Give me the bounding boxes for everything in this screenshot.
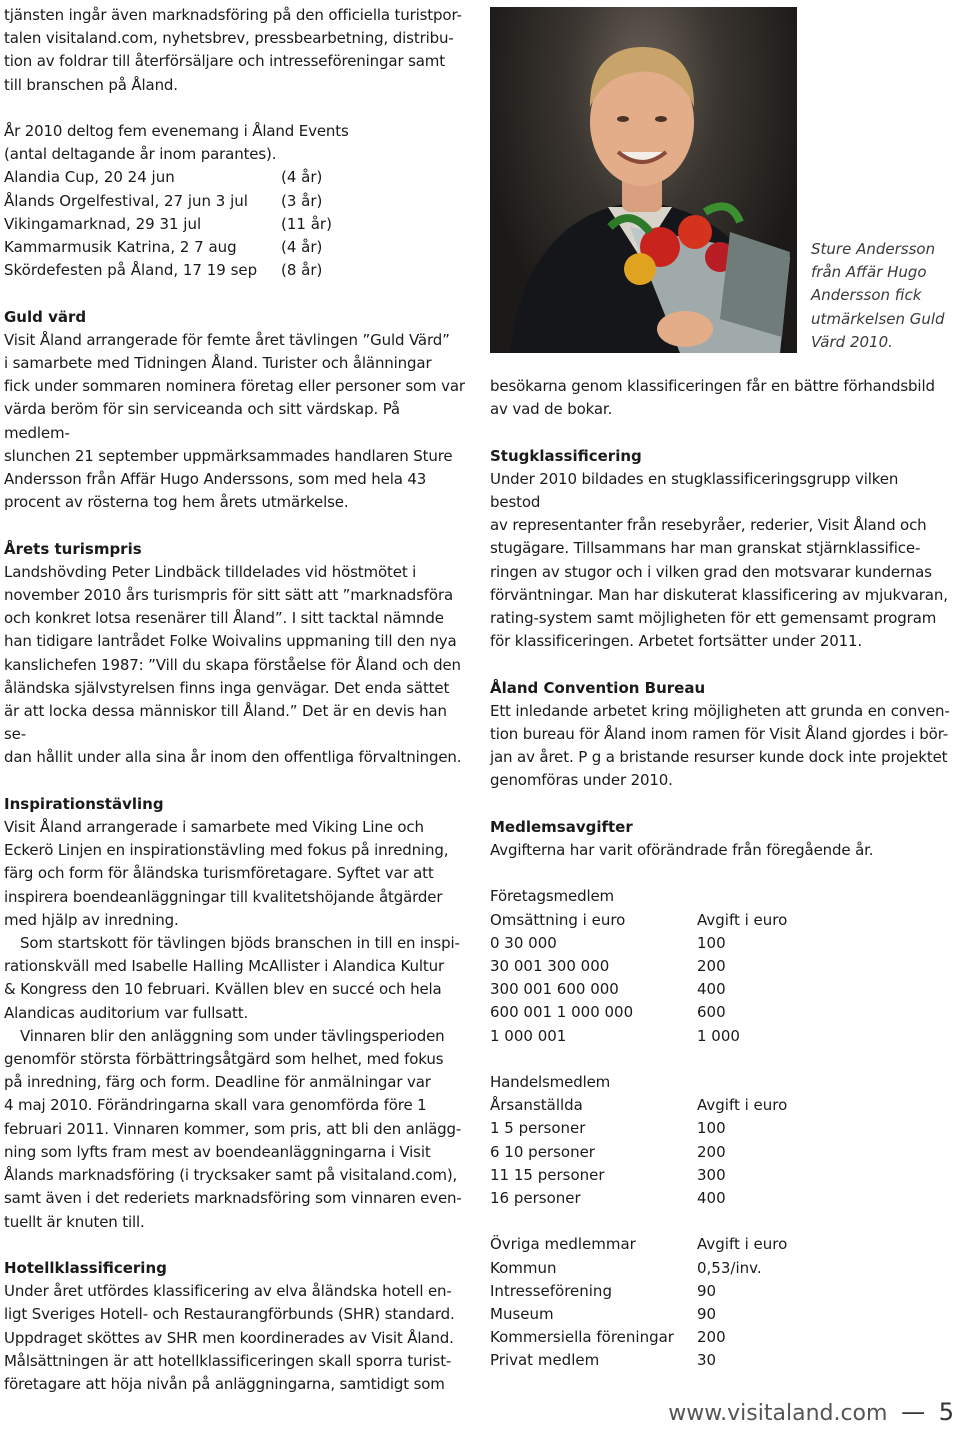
text-line: november 2010 års turismpris för sitt sätt att ”marknadsföra	[4, 586, 454, 605]
text-line: tuellt är knuten till.	[4, 1212, 145, 1231]
text-line: Eckerö Linjen en inspirationstävling med fokus på inredning,	[4, 841, 449, 860]
table-header	[490, 1094, 950, 1117]
text-line: i samarbete med Tidningen Åland. Turister och ålänningar	[4, 354, 432, 373]
portrait-photo	[490, 7, 797, 353]
medlemsavgifter-intro: Avgifterna har varit oförändrade från föregående år.	[490, 841, 874, 860]
medlemsavgifter-heading: Medlemsavgifter	[490, 817, 633, 836]
column-header: Avgift i euro	[697, 1096, 788, 1115]
column-header: Årsanställda	[490, 1096, 583, 1115]
text-line: jan av året. P g a bristande resurser kunde dock inte projektet	[490, 748, 948, 767]
table-row	[490, 1326, 950, 1349]
text-line: inspirera boendeanläggningar till kvalitetshöjande åtgärder	[4, 887, 443, 906]
event-name: Vikingamarknad, 29 31 jul	[4, 214, 202, 233]
guld-vard-paragraph	[4, 329, 466, 515]
event-row	[4, 213, 466, 236]
text-line: kanslichefen 1987: ”Vill du skapa förståelse för Åland och den	[4, 655, 461, 674]
text-line: med hjälp av inredning.	[4, 910, 179, 929]
text-line: och konkret lotsa resenärer till Åland”. I sitt tacktal nämnde	[4, 609, 444, 628]
table-title: Företagsmedlem	[490, 887, 615, 906]
text-line: Under året utfördes klassificering av elva åländska hotell en-	[4, 1282, 452, 1301]
text-line: åländska självstyrelsen finns inga genvägar. Det enda sättet	[4, 678, 450, 697]
table-cell: 1 000 001	[490, 1026, 567, 1045]
caption-line: utmärkelsen Guld	[811, 309, 945, 328]
table-row	[490, 1280, 950, 1303]
table-cell: 200	[697, 957, 726, 976]
text-line: förväntningar. Man har diskuterat klassificering av mjukvaran,	[490, 585, 948, 604]
event-row	[4, 259, 466, 282]
table-cell: 600	[697, 1003, 726, 1022]
text-line: talen visitaland.com, nyhetsbrev, pressbearbetning, distribu-	[4, 29, 454, 48]
table-header	[490, 909, 950, 932]
table-cell: 30	[697, 1351, 717, 1370]
inspiration-paragraph-3	[4, 1025, 466, 1234]
page-number: 5	[938, 1398, 954, 1426]
table-row	[490, 1257, 950, 1280]
text-line: ning som lyfts fram mest av boendeanläggningarna i Visit	[4, 1142, 431, 1161]
text-line: samt även i det rederiets marknadsföring som vinnaren even-	[4, 1189, 462, 1208]
column-header: Avgift i euro	[697, 1235, 788, 1254]
event-name: Skördefesten på Åland, 17 19 sep	[4, 261, 258, 280]
event-name: Kammarmusik Katrina, 2 7 aug	[4, 238, 237, 257]
text-line: är att locka dessa människor till Åland.” Det är en devis han se-	[4, 702, 447, 744]
table-cell: 200	[697, 1142, 726, 1161]
convention-bureau-paragraph	[490, 700, 950, 793]
text-line: Vinnaren blir den anläggning som under tävlingsperioden	[20, 1026, 445, 1045]
text-line: februari 2011. Vinnaren kommer, som pris, att bli den anlägg-	[4, 1119, 462, 1138]
table-cell: 90	[697, 1305, 717, 1324]
text-line: för klassificeringen. Arbetet fortsätter under 2011.	[490, 632, 863, 651]
event-years: (8 år)	[281, 261, 323, 280]
table-cell: 100	[697, 1119, 726, 1138]
text-line: stugägare. Tillsammans har man granskat stjärnklassifice-	[490, 539, 921, 558]
table-row	[490, 1187, 950, 1210]
text-line: fick under sommaren nominera företag eller personer som var	[4, 377, 465, 396]
photo-caption	[811, 238, 951, 354]
table-cell: 1 5 personer	[490, 1119, 586, 1138]
text-line: Ålands marknadsföring (i trycksaker samt på visitaland.com),	[4, 1166, 458, 1185]
event-row	[4, 166, 466, 189]
text-line: & Kongress den 10 februari. Kvällen blev en succé och hela	[4, 980, 442, 999]
text-line: genomföras under 2010.	[490, 771, 673, 790]
website-link[interactable]: www.visitaland.com	[668, 1401, 888, 1426]
text-line: till branschen på Åland.	[4, 75, 178, 94]
text-line: tion av foldrar till återförsäljare och intresseföreningar samt	[4, 52, 445, 71]
table-cell: 1 000	[697, 1026, 740, 1045]
text-line: genomför största förbättringsåtgärd som helhet, med fokus	[4, 1050, 444, 1069]
text-line: av representanter från resebyråer, rederier, Visit Åland och	[490, 516, 927, 535]
text-line: Uppdraget sköttes av SHR men koordinerades av Visit Åland.	[4, 1328, 454, 1347]
table-cell: 400	[697, 980, 726, 999]
table-cell: 90	[697, 1281, 717, 1300]
text-line: rationskväll med Isabelle Halling McAllister i Alandica Kultur	[4, 957, 444, 976]
hotellklassificering-paragraph	[4, 1280, 466, 1396]
ovriga-medlemmar-table	[490, 1233, 950, 1372]
stugklassificering-paragraph	[490, 468, 950, 654]
event-years: (11 år)	[281, 214, 332, 233]
text-line: han tidigare lantrådet Folke Woivalins uppmaning till den nya	[4, 632, 457, 651]
hotellklassificering-heading: Hotellklassificering	[4, 1258, 167, 1277]
text-line: Som startskott för tävlingen bjöds branschen in till en inspi-	[20, 934, 460, 953]
inspiration-heading: Inspirationstävling	[4, 794, 164, 813]
table-row	[490, 1025, 950, 1048]
table-cell: Privat medlem	[490, 1351, 600, 1370]
text-line: ringen av stugor och i vilken grad den motsvarar kundernas	[490, 562, 932, 581]
text-line: värda beröm för sin serviceanda och sitt värdskap. På medlem-	[4, 400, 400, 442]
table-cell: 16 personer	[490, 1189, 581, 1208]
guld-vard-heading: Guld värd	[4, 307, 87, 326]
turismpris-heading: Årets turismpris	[4, 539, 142, 558]
table-cell: 100	[697, 933, 726, 952]
table-row	[490, 1164, 950, 1187]
event-row	[4, 190, 466, 213]
table-header	[490, 1233, 950, 1256]
text-line: Ett inledande arbetet kring möjligheten att grunda en conven-	[490, 701, 950, 720]
text-line: tion bureau för Åland inom ramen för Visit Åland gjordes i bör-	[490, 725, 949, 744]
column-header: Övriga medlemmar	[490, 1235, 636, 1254]
convention-bureau-heading: Åland Convention Bureau	[490, 678, 706, 697]
page-footer: www.visitaland.com — 5	[668, 1398, 954, 1426]
right-column	[490, 375, 950, 1373]
table-cell: 400	[697, 1189, 726, 1208]
intro-paragraph	[4, 4, 466, 97]
event-years: (3 år)	[281, 191, 323, 210]
caption-line: Sture Andersson	[811, 240, 936, 258]
table-row	[490, 1303, 950, 1326]
turismpris-paragraph	[4, 561, 466, 770]
portrait-illustration	[490, 7, 797, 353]
table-row	[490, 1001, 950, 1024]
right-intro-paragraph	[490, 375, 950, 421]
table-cell: 600 001 1 000 000	[490, 1003, 634, 1022]
event-years: (4 år)	[281, 168, 323, 187]
inspiration-paragraph-1	[4, 816, 466, 932]
text-line: Målsättningen är att hotellklassificeringen skall sporra turist-	[4, 1351, 452, 1370]
table-title: Handelsmedlem	[490, 1073, 611, 1092]
handelsmedlem-table	[490, 1071, 950, 1210]
text-line: besökarna genom klassificeringen får en bättre förhandsbild	[490, 377, 935, 395]
text-line: procent av rösterna tog hem årets utmärkelse.	[4, 493, 349, 512]
table-cell: Kommun	[490, 1258, 557, 1277]
table-row	[490, 1117, 950, 1140]
table-row	[490, 1141, 950, 1164]
text-line: Andersson från Affär Hugo Anderssons, som med hela 43	[4, 470, 427, 489]
caption-line: från Affär Hugo	[811, 263, 927, 282]
table-cell: 200	[697, 1328, 726, 1347]
caption-line: Andersson fick	[811, 286, 922, 305]
events-list	[4, 166, 466, 282]
event-years: (4 år)	[281, 238, 323, 257]
table-cell: 0 30 000	[490, 933, 557, 952]
caption-line: Värd 2010.	[811, 332, 893, 351]
table-cell: 0,53/inv.	[697, 1258, 762, 1277]
table-cell: Intresseförening	[490, 1281, 612, 1300]
text-line: av vad de bokar.	[490, 400, 613, 419]
table-cell: 300	[697, 1165, 726, 1184]
column-header: Omsättning i euro	[490, 910, 626, 929]
left-column	[4, 4, 466, 1396]
text-line: År 2010 deltog fem evenemang i Åland Events	[4, 122, 349, 140]
text-line: slunchen 21 september uppmärksammades handlaren Sture	[4, 446, 453, 465]
text-line: ligt Sveriges Hotell- och Restaurangförbunds (SHR) standard.	[4, 1305, 455, 1324]
table-cell: 30 001 300 000	[490, 957, 610, 976]
text-line: företagare att höja nivån på anläggningarna, samtidigt som	[4, 1374, 445, 1393]
text-line: färg och form för åländska turismföretagare. Syftet var att	[4, 864, 434, 883]
text-line: Visit Åland arrangerade för femte året tävlingen ”Guld Värd”	[4, 330, 450, 349]
text-line: Visit Åland arrangerade i samarbete med Viking Line och	[4, 818, 424, 837]
table-row	[490, 978, 950, 1001]
text-line: Landshövding Peter Lindbäck tilldelades vid höstmötet i	[4, 562, 417, 581]
table-cell: 300 001 600 000	[490, 980, 619, 999]
table-cell: Kommersiella föreningar	[490, 1328, 674, 1347]
table-cell: 6 10 personer	[490, 1142, 595, 1161]
text-line: rating-system samt möjligheten för ett gemensamt program	[490, 609, 937, 628]
inspiration-paragraph-2	[4, 932, 466, 1025]
event-row	[4, 236, 466, 259]
text-line: (antal deltagande år inom parantes).	[4, 145, 277, 164]
column-header: Avgift i euro	[697, 910, 788, 929]
event-name: Alandia Cup, 20 24 jun	[4, 168, 175, 187]
table-row	[490, 932, 950, 955]
table-cell: 11 15 personer	[490, 1165, 605, 1184]
table-cell: Museum	[490, 1305, 554, 1324]
text-line: på inredning, färg och form. Deadline för anmälningar var	[4, 1073, 431, 1092]
table-row	[490, 1349, 950, 1372]
text-line: Under 2010 bildades en stugklassificeringsgrupp vilken bestod	[490, 469, 899, 511]
table-row	[490, 955, 950, 978]
event-name: Ålands Orgelfestival, 27 jun 3 jul	[4, 191, 248, 210]
stugklassificering-heading: Stugklassificering	[490, 446, 642, 465]
text-line: Alandicas auditorium var fullsatt.	[4, 1003, 249, 1022]
events-intro	[4, 120, 466, 166]
text-line: 4 maj 2010. Förändringarna skall vara genomförda före 1	[4, 1096, 427, 1115]
text-line: tjänsten ingår även marknadsföring på den officiella turistpor-	[4, 6, 462, 24]
text-line: dan hållit under alla sina år inom den offentliga förvaltningen.	[4, 748, 462, 767]
foretagsmedlem-table	[490, 885, 950, 1047]
